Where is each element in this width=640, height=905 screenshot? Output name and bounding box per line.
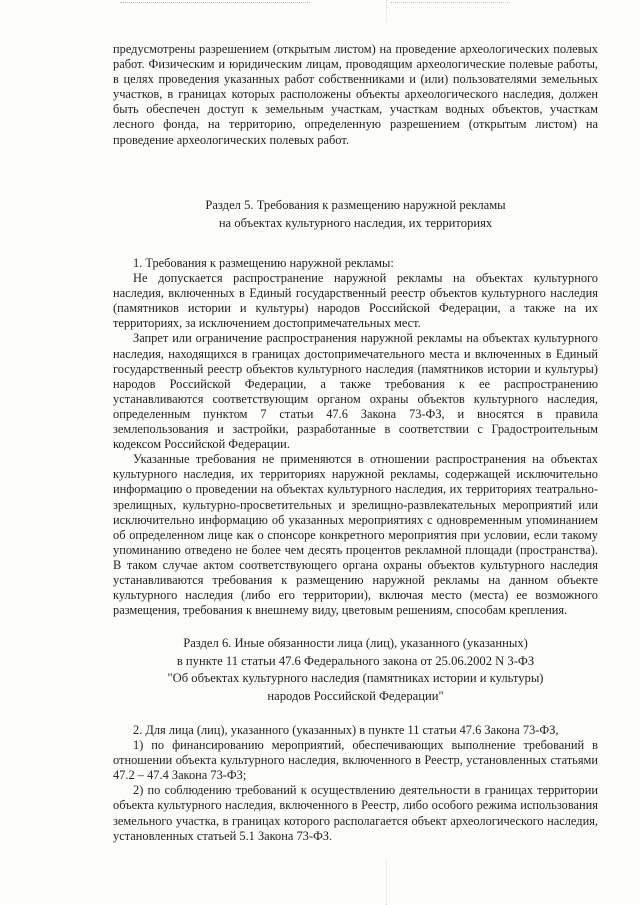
section-6-title-line-2: в пункте 11 статьи 47.6 Федерального закона от 25.06.2002 N 3-ФЗ (176, 653, 535, 668)
scan-artifact (390, 2, 510, 7)
section-5-heading (113, 197, 598, 232)
section-6-body (113, 723, 598, 844)
section-5-paragraph-1: Не допускается распространение наружной рекламы на объектах культурного наследия, включенных в Единый государственный реестр объектов культурного наследия (памятников истории и культуры) народов Российской Федерации, а также на их территориях, за исключением достопримечательных мест. (113, 271, 598, 331)
section-6-title-line-1: Раздел 6. Иные обязанности лица (лиц), указанного (указанных) (183, 636, 528, 650)
item-2-subitem-1: 1) по финансированию мероприятий, обеспечивающих выполнение требований в отношении объекта культурного наследия, включенного в Реестр, установленных статьями 47.2 – 47.4 Закона 73-ФЗ; (113, 738, 598, 783)
item-1-heading: 1. Требования к размещению наружной рекламы: (133, 256, 394, 270)
section-5-paragraph-3: Указанные требования не применяются в отношении распространения на объектах культурного наследия, их территориях наружной рекламы, содержащей исключительно информацию о проведении на объектах культурного наследия, их территориях театрально-зрелищных, культурно-просветительных и зрелищно-развлекательных мероприятий или исключительно информацию об указанных мероприятиях с одновременным упоминанием об определенном лице как о спонсоре конкретного мероприятия при условии, если такому упоминанию отведено не более чем десять процентов рекламной площади (пространства). В таком случае актом соответствующего органа охраны объектов культурного наследия устанавливаются требования к размещению наружной рекламы на данном объекте культурного наследия (либо его территории), включая место (места) ее возможного размещения, требования к внешнему виду, цветовым решениям, способам крепления. (113, 452, 598, 618)
section-5-body (113, 256, 598, 618)
section-6-title-line-4: народов Российской Федерации" (267, 688, 444, 703)
item-2-subitem-2: 2) по соблюдению требований к осуществлению деятельности в границах территории объекта культурного наследия, включенного в Реестр, либо особого режима использования земельного участка, в границах которого располагается объект археологического наследия, установленных статьей 5.1 Закона 73-ФЗ. (113, 783, 598, 843)
fold-line (386, 860, 387, 905)
section-6-heading (113, 635, 598, 705)
item-2-text: 2. Для лица (лиц), указанного (указанных) в пункте 11 статьи 47.6 Закона 73-ФЗ, (133, 723, 559, 737)
scan-artifact (120, 2, 310, 7)
section-5-title-line-1: Раздел 5. Требования к размещению наружной рекламы (205, 198, 506, 212)
section-6-title-line-3: "Об объектах культурного наследия (памятниках истории и культуры) (167, 671, 544, 685)
paragraph-text: предусмотрены разрешением (открытым листом) на проведение археологических полевых работ. Физическим и юридическим лицам, проводящим археологические полевые работы, в целях проведения указанных работ собственниками и (или) пользователями земельных участков, в границах которых расположены объекты археологического наследия, должен быть обеспечен доступ к земельным участкам, участкам водных объектов, участкам лесного фонда, на территорию, определенную разрешением (открытым листом) на проведение археологических полевых работ. (113, 42, 598, 147)
fold-line (386, 0, 387, 22)
section-5-title-line-2: на объектах культурного наследия, их территориях (218, 215, 493, 230)
section-5-paragraph-2: Запрет или ограничение распространения наружной рекламы на объектах культурного наследия, находящихся в границах достопримечательного места и включенных в Единый государственный реестр объектов культурного наследия (памятников истории и культуры) народов Российской Федерации, а также требования к ее распространению устанавливаются соответствующим органом охраны объектов культурного наследия, определенным пунктом 7 статьи 47.6 Закона 73-ФЗ, и вносятся в правила землепользования и застройки, разработанные в соответствии с Градостроительным кодексом Российской Федерации. (113, 331, 598, 452)
continuation-paragraph (113, 42, 598, 148)
